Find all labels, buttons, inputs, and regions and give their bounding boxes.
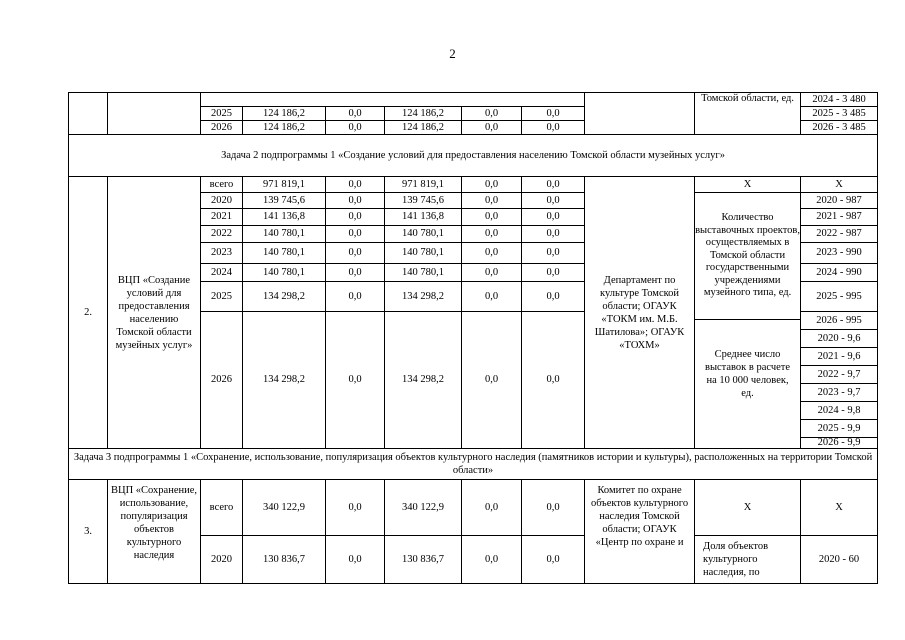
indicator-cell: Томской области, ед. <box>695 93 801 135</box>
empty-cell <box>201 93 585 107</box>
x-mark: X <box>801 480 878 536</box>
value-cell: 340 122,9 <box>385 480 462 536</box>
indicator-cell <box>695 193 801 449</box>
value-cell: 0,0 <box>326 177 385 193</box>
task-header-row <box>69 449 878 480</box>
indicator-value: 2025 - 9,9 <box>801 420 877 438</box>
value-cell: 0,0 <box>522 121 585 135</box>
value-cell: 0,0 <box>522 282 585 312</box>
year-cell: всего <box>201 480 243 536</box>
value-cell: 0,0 <box>462 226 522 243</box>
year-cell: 2022 <box>201 226 243 243</box>
executor: Комитет по охране объектов культурного наследия Томской области; ОГАУК «Центр по охране и <box>585 480 695 584</box>
x-mark: X <box>801 177 878 193</box>
value-cell: 0,0 <box>326 226 385 243</box>
year-cell: 2026 <box>201 121 243 135</box>
name-cell <box>108 93 201 135</box>
indicator-value: 2024 - 990 <box>801 264 878 282</box>
value-cell: 0,0 <box>462 264 522 282</box>
value-cell: 0,0 <box>462 193 522 209</box>
row-number: 3. <box>69 480 108 584</box>
program-name: ВЦП «Создание условий для предоставления населению Томской области музейных услуг» <box>108 177 201 449</box>
total-cell: 141 136,8 <box>243 209 326 226</box>
value-cell: 0,0 <box>326 243 385 264</box>
program-name: ВЦП «Сохранение, использование, популяризация объектов культурного наследия <box>108 480 201 584</box>
year-cell: 2020 <box>201 193 243 209</box>
value-cell: 0,0 <box>522 312 585 449</box>
value-cell: 141 136,8 <box>385 209 462 226</box>
value-cell: 140 780,1 <box>385 264 462 282</box>
indicator-value: 2024 - 3 480 <box>801 93 878 107</box>
indicator-name: Среднее число выставок в расчете на 10 000 человек, ед. <box>705 348 791 399</box>
value-cell: 971 819,1 <box>385 177 462 193</box>
value-cell: 0,0 <box>462 107 522 121</box>
value-cell: 0,0 <box>326 209 385 226</box>
indicator-values-cell <box>801 312 878 449</box>
value-cell: 0,0 <box>522 536 585 584</box>
total-cell: 139 745,6 <box>243 193 326 209</box>
value-cell: 0,0 <box>326 480 385 536</box>
value-cell: 0,0 <box>462 536 522 584</box>
value-cell: 0,0 <box>326 107 385 121</box>
total-cell: 124 186,2 <box>243 121 326 135</box>
value-cell: 0,0 <box>522 107 585 121</box>
value-cell: 0,0 <box>522 193 585 209</box>
value-cell: 0,0 <box>462 480 522 536</box>
value-cell: 140 780,1 <box>385 226 462 243</box>
row-number: 2. <box>69 177 108 449</box>
indicator-value: 2026 - 9,9 <box>817 438 861 448</box>
value-cell: 0,0 <box>326 312 385 449</box>
indicator-value: 2025 - 995 <box>801 282 878 312</box>
value-cell: 0,0 <box>522 226 585 243</box>
total-cell: 140 780,1 <box>243 243 326 264</box>
table-row <box>69 480 878 536</box>
table-row <box>69 177 878 193</box>
total-cell: 140 780,1 <box>243 264 326 282</box>
value-cell: 0,0 <box>462 121 522 135</box>
indicator-value: 2021 - 987 <box>801 209 878 226</box>
task3-header: Задача 3 подпрограммы 1 «Сохранение, использование, популяризация объектов культурного наследия (памятников истории и культуры), расположенных на территории Томской области» <box>69 449 878 480</box>
value-cell: 0,0 <box>522 264 585 282</box>
program-table <box>68 92 878 584</box>
year-cell: 2021 <box>201 209 243 226</box>
executor-cell <box>585 93 695 135</box>
value-cell: 0,0 <box>462 209 522 226</box>
year-cell: 2026 <box>201 312 243 449</box>
indicator-value: 2023 - 990 <box>801 243 878 264</box>
value-cell: 0,0 <box>522 177 585 193</box>
indicator-name: Доля объектов культурного наследия, по <box>695 536 801 584</box>
indicator-value: 2020 - 60 <box>801 536 878 584</box>
executor: Департамент по культуре Томской области; ОГАУК «ТОКМ им. М.Б. Шатилова»; ОГАУК «ТОХМ» <box>585 177 695 449</box>
indicator-value: 2023 - 9,7 <box>801 384 877 402</box>
value-cell: 130 836,7 <box>385 536 462 584</box>
total-cell: 130 836,7 <box>243 536 326 584</box>
table-row <box>69 93 878 107</box>
value-cell: 134 298,2 <box>385 282 462 312</box>
num-cell <box>69 93 108 135</box>
page-number: 2 <box>449 46 456 61</box>
year-cell: 2023 <box>201 243 243 264</box>
indicator-value: 2024 - 9,8 <box>801 402 877 420</box>
indicator-value: 2021 - 9,6 <box>801 348 877 366</box>
x-mark: X <box>695 177 801 193</box>
value-cell: 139 745,6 <box>385 193 462 209</box>
total-cell: 134 298,2 <box>243 312 326 449</box>
value-cell: 0,0 <box>326 264 385 282</box>
total-cell: 134 298,2 <box>243 282 326 312</box>
year-cell: 2024 <box>201 264 243 282</box>
value-cell: 124 186,2 <box>385 121 462 135</box>
x-mark: X <box>695 480 801 536</box>
task-header-row <box>69 135 878 177</box>
value-cell: 0,0 <box>462 177 522 193</box>
value-cell: 0,0 <box>326 121 385 135</box>
value-cell: 0,0 <box>522 209 585 226</box>
year-cell: 2025 <box>201 107 243 121</box>
task2-header: Задача 2 подпрограммы 1 «Создание условий для предоставления населению Томской области музейных услуг» <box>69 135 878 177</box>
value-cell: 0,0 <box>522 243 585 264</box>
indicator-name: Количество выставочных проектов, осуществляемых в Томской области государственными учреждениями музейного типа, ед. <box>695 193 800 320</box>
value-cell: 0,0 <box>462 282 522 312</box>
value-cell: 134 298,2 <box>385 312 462 449</box>
value-cell: 0,0 <box>326 536 385 584</box>
total-cell: 124 186,2 <box>243 107 326 121</box>
indicator-value: 2020 - 9,6 <box>801 330 877 348</box>
indicator-value: 2022 - 9,7 <box>801 366 877 384</box>
year-cell: всего <box>201 177 243 193</box>
indicator-value: 2020 - 987 <box>801 193 878 209</box>
total-cell: 140 780,1 <box>243 226 326 243</box>
total-cell: 340 122,9 <box>243 480 326 536</box>
value-cell: 140 780,1 <box>385 243 462 264</box>
value-cell: 124 186,2 <box>385 107 462 121</box>
total-cell: 971 819,1 <box>243 177 326 193</box>
year-cell: 2020 <box>201 536 243 584</box>
year-cell: 2025 <box>201 282 243 312</box>
indicator-value: 2026 - 3 485 <box>801 121 878 135</box>
indicator-value: 2025 - 3 485 <box>801 107 878 121</box>
value-cell: 0,0 <box>326 282 385 312</box>
indicator-value: 2022 - 987 <box>801 226 878 243</box>
value-cell: 0,0 <box>326 193 385 209</box>
value-cell: 0,0 <box>522 480 585 536</box>
value-cell: 0,0 <box>462 312 522 449</box>
value-cell: 0,0 <box>462 243 522 264</box>
indicator-value: 2026 - 995 <box>801 312 877 330</box>
